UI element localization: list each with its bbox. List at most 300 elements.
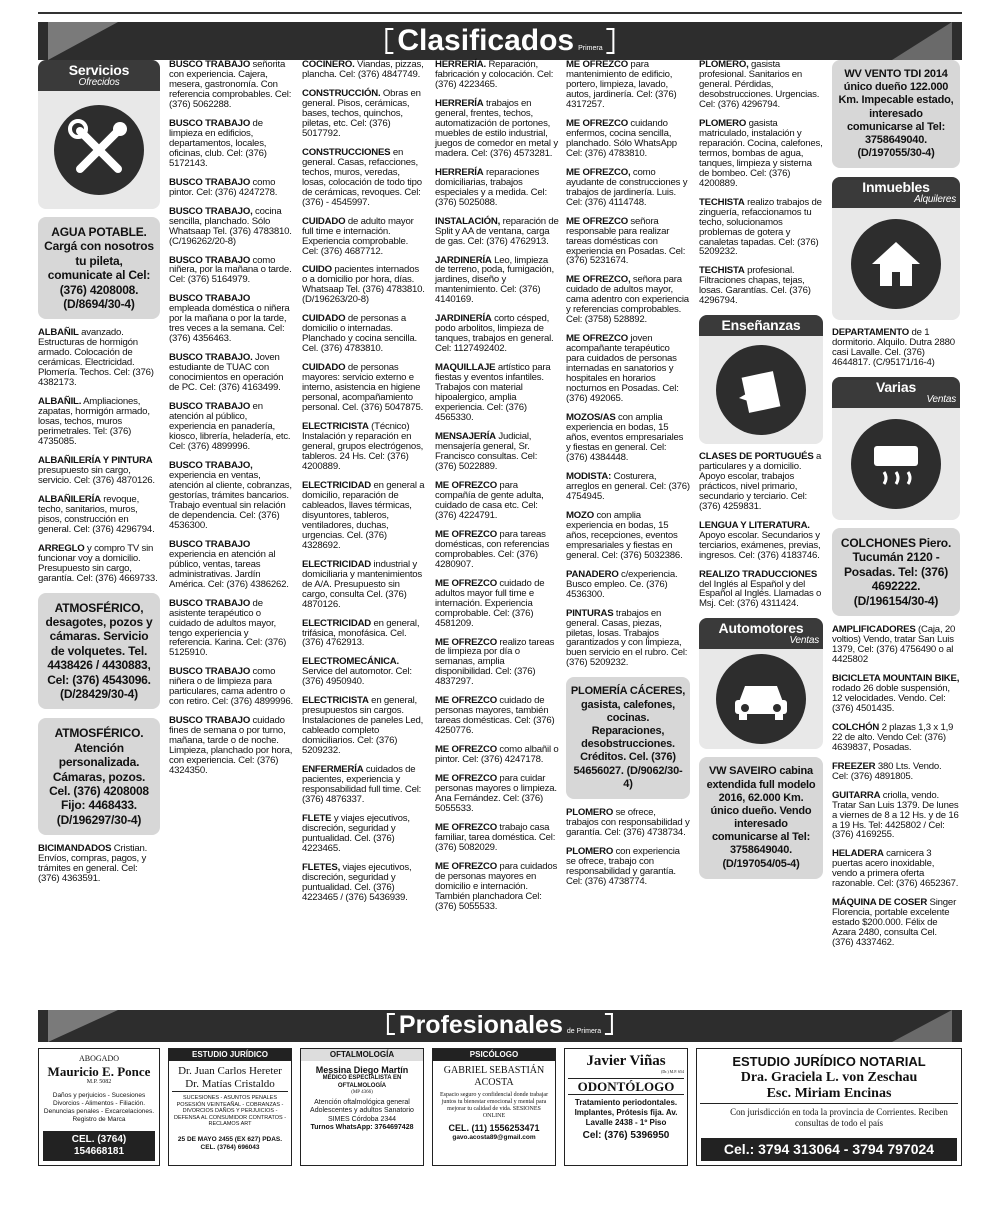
ad-text: c/experiencia. Busco empleo. Ce. (376) 4536300. (566, 568, 678, 600)
classified-ad (435, 530, 559, 570)
classified-ad (38, 844, 160, 884)
ad-keyword: REALIZO TRADUCCIONES (699, 568, 818, 580)
tools-icon (54, 105, 144, 195)
ad-text: como niñera o de limpieza para particulares, cama adentro o con retiro. Cel: (376) 4899996. (169, 666, 293, 708)
ad-keyword: BUSCO TRABAJO (169, 176, 251, 188)
ad-keyword: ME OFREZCO (435, 773, 497, 785)
section-varias (832, 377, 960, 520)
section-subtitle: Ofrecidos (78, 76, 120, 88)
ad-keyword: FLETE (302, 813, 332, 825)
classified-ad (435, 696, 559, 736)
classified-ad (566, 334, 690, 404)
car-icon (716, 654, 806, 744)
section-subtitle: Ventas (789, 634, 819, 646)
ad-text: (Técnico) Instalación y reparación en general, grupos electrógenos, tableros. 24 Hs. Cel: (376) 4200889. (302, 421, 424, 472)
ad-text: de personas a domicilio o internadas. Planchado y cocina sencilla. Cel. (376) 4783810. (302, 313, 417, 355)
card-notarial (696, 1048, 962, 1166)
ad-text: señorita con experiencia. Cajera, mesera, gastronomía. Con referencia comprobables. Cel: (376) 5062288. (169, 59, 292, 110)
ad-keyword: AMPLIFICADORES (832, 624, 916, 636)
classified-ad (302, 422, 426, 472)
ad-text: presupuesto sin cargo, servicio. Cel: (376) 4870126. (38, 464, 155, 486)
classified-ad (435, 745, 559, 765)
ad-keyword: ME OFREZCO (435, 695, 497, 707)
classified-ad (566, 570, 690, 600)
section-title: Enseñanzas (721, 317, 801, 334)
ad-text: reparación de Split y AA de ventana, carga de gas. Cel: (376) 4762913. (435, 215, 559, 247)
classified-ad (435, 314, 559, 354)
ad-keyword: BUSCO TRABAJO (169, 597, 251, 609)
classified-ad (435, 168, 559, 208)
ad-keyword: ME OFREZCO (435, 822, 497, 834)
ad-text: industrial y domiciliaria y mantenimientos de A/A. Presupuesto sin cargo, consulta Cel. (376) 4870126. (302, 558, 423, 610)
ad-text: en general a domicilio, reparación de cableados, llaves térmicas, disyuntores, tableros, ventiladores, duchas, urgencias. Cel. (376) 4328692. (302, 479, 425, 551)
ad-text: reparaciones domiciliarias, trabajos especiales y a medida. Cel: (376) 5025088. (435, 166, 547, 208)
ad-text: en general, presupuestos sin cargos. Instalaciones de paneles Led, cableado completo domiciliarios. Cel: (376) 5209232. (302, 695, 424, 757)
classified-ad (38, 397, 160, 447)
classified-ad (699, 452, 823, 512)
ad-text: experiencia en atención al público, ventas, tareas administrativas. Jardín América. Cel: (376) 4386262. (169, 548, 289, 590)
ad-keyword: TECHISTA (699, 265, 745, 277)
classified-ad (832, 898, 960, 948)
classified-ad (832, 674, 960, 714)
top-rule (38, 12, 962, 14)
ad-text: trabajo casa familiar, tarea doméstica. Cel: (376) 5082029. (435, 822, 556, 853)
card-name: Dr. Juan Carlos Hereter (178, 1064, 282, 1077)
ad-keyword: DEPARTAMENTO (832, 327, 910, 339)
ad-text: cocina sencilla, planchado. Sólo Whatsaap Tel. (376) 4783810. (C/196262/20-8) (169, 205, 292, 247)
classified-ad (435, 579, 559, 629)
card-name-2: Dr. Matías Cristaldo (172, 1078, 288, 1092)
ad-keyword: FREEZER (832, 760, 876, 772)
ad-keyword: PLOMERO (566, 806, 614, 818)
ad-keyword: ELECTRICISTA (302, 695, 369, 707)
ad-keyword: ME OFREZCO (566, 117, 628, 129)
classified-ad (832, 791, 960, 841)
ad-keyword: MENSAJERÍA (435, 431, 496, 443)
ad-keyword: ME OFREZCO (566, 215, 628, 227)
ad-text: de limpieza en edificios, departamentos, locales, oficinas, club. Cel: (376) 5172143. (169, 117, 267, 169)
ad-keyword: BUSCO TRABAJO, (169, 459, 253, 471)
ad-keyword: ME OFREZCO (435, 636, 497, 648)
card-body: Espacio seguro y confidencial donde trabajar juntos tu bienestar emocional y mental para mejorar tu calidad de vida. SESIONES ONLINE (439, 1091, 549, 1120)
clasificados-banner (38, 22, 962, 60)
classified-ad (169, 402, 293, 452)
classified-ad (38, 544, 160, 584)
ad-text: cuidado de adultos mayor full time e internación. Experiencia comprobable. Cel: (376) 4581209. (435, 577, 545, 629)
ad-box-vento: WV VENTO TDI 2014 único dueño 122.000 Km. Impecable estado, interesado comunicarse al Tel: 3758649040. (D/197055/30-4) (832, 60, 960, 168)
page-tag: Primera (578, 45, 603, 52)
profesionales-banner (38, 1010, 962, 1042)
ad-keyword: JARDINERÍA (435, 254, 492, 266)
classified-ad (832, 849, 960, 889)
ad-keyword: ELECTRICIDAD (302, 558, 372, 570)
classified-ad (435, 363, 559, 423)
ad-text: como ayudante de construcciones y trabajos de jardinería. Luis. Cel: (376) 4114748. (566, 166, 688, 208)
card-name-2: Esc. Miriam Encinas (700, 1086, 958, 1104)
card-body: SUCESIONES - ASUNTOS PENALES POSESIÓN VEINTEAÑAL - COBRANZAS - DIVORCIOS DAÑOS Y PERJUICIOS - DEFENSA AL CONSUMIDOR CONTRATOS - RECLAMOS ART (173, 1094, 287, 1128)
ad-keyword: TECHISTA (699, 196, 745, 208)
ad-keyword: BUSCO TRABAJO (169, 715, 251, 727)
ad-text: para compañía de gente adulta, cuidado de casa etc. Cel: (376) 4224791. (435, 479, 544, 521)
ad-text: empleada doméstica o niñera por la mañana o por la tarde, tres veces a la semana. Cel: (376) 4356463. (169, 303, 290, 345)
ad-keyword: ALBAÑILERÍA Y PINTURA (38, 454, 153, 466)
ad-text: trabajos en general. Casas, piezas, piletas, losas. Trabajos garantizados y con limpieza, buen servicio en el rubro. Cel: (376) 5209232. (566, 607, 688, 669)
ad-text: en general, trifásica, monofásica. Cel. (376) 4762913. (302, 617, 420, 649)
card-whatsapp: Turnos WhatsApp: 3764697428 (310, 1123, 414, 1131)
ad-keyword: ME OFREZCO (435, 528, 497, 540)
classified-ad (169, 540, 293, 590)
ad-text: criolla, vendo. Tratar San Luis 1379. De lunes a viernes de 8 a 12 Hs. y de 16 a 19 Hs. Tel: 4425802 / Cel: (376) 4169255. (832, 789, 959, 841)
card-address: 25 DE MAYO 2455 (EX 627) PDAS. CEL. (3764) 696043 (177, 1135, 283, 1151)
classified-ad (435, 481, 559, 521)
ad-box-plomeria: PLOMERÍA CÁCERES, gasista, calefones, cocinas. Reparaciones, desobstrucciones. Créditos. Cel. (376) 54656027. (D/9062/30-4) (566, 677, 690, 799)
classified-ad (38, 328, 160, 388)
ad-keyword: GUITARRA (832, 789, 881, 801)
card-name: Messina Diego Martín (315, 1064, 409, 1075)
card-specialty: MÉDICO ESPECIALISTA EN OFTALMOLOGÍA (322, 1075, 402, 1089)
classified-ad (302, 657, 426, 687)
classified-ad (169, 178, 293, 198)
ad-keyword: MOZOS/AS (566, 412, 616, 424)
classified-ad (302, 619, 426, 649)
ad-keyword: ME OFREZCO (435, 479, 497, 491)
ad-keyword: PANADERO (566, 568, 619, 580)
card-heading: ABOGADO (79, 1054, 119, 1063)
ad-text: Judicial, mensajería general, Sr. Francisco consultas. Cel: (376) 5022889. (435, 431, 538, 472)
ad-text: para cuidar personas mayores o limpieza. Ana Fernández. Cel: (376) 5055533. (435, 773, 557, 815)
card-title: ODONTÓLOGO (568, 1078, 684, 1096)
ad-text: Reparación, fabricación y colocación. Cel: (376) 4223465. (435, 59, 554, 90)
ad-keyword: COCINERO. (302, 59, 355, 70)
card-phone: Cel: (376) 5396950 (582, 1130, 670, 1142)
ad-text: gasista matriculado, instalación y reparación. Cocina, calefones, termos, bombas de agua, tanques, limpieza y sisterna de bombeo. Cel: (376) 4200889. (699, 117, 823, 189)
classified-ad (169, 461, 293, 531)
classified-ad (832, 625, 960, 665)
ad-text: cuidando enfermos, cocina sencilla, planchado. Sólo WhatsApp Cel: (376) 4783810. (566, 117, 677, 159)
ad-text: en general. Casas, refacciones, techos, muros, veredas, losas, colocación de todo tipo de cerámicas, revoques. Cel: (376) - 4545997. (302, 146, 422, 208)
ad-keyword: BUSCO TRABAJO (169, 666, 251, 678)
classified-ad (169, 599, 293, 659)
ad-keyword: ENFERMERÍA (302, 764, 364, 776)
ad-text: revoque, techo, sanitarios, muros, pisos, construcción en general. Cel: (376) 4296794. (38, 493, 155, 535)
column-4 (435, 60, 559, 921)
column-2 (169, 60, 293, 785)
ad-keyword: BUSCO TRABAJO, (169, 205, 253, 217)
classified-ad (699, 60, 823, 110)
section-subtitle: Alquileres (914, 193, 956, 205)
section-servicios (38, 60, 160, 209)
ad-keyword: CONSTRUCCIÓN. (302, 87, 381, 99)
ad-keyword: BUSCO TRABAJO (169, 538, 251, 550)
ad-text: con amplia experiencia en bodas, 15 años, recepciones, eventos empresariales y fiestas en general. Cel: (376) 5032386. (566, 509, 683, 561)
ad-text: Costurera, arreglos en general. Cel: (376) 4754945. (566, 470, 690, 502)
classified-ad (699, 198, 823, 258)
card-phone: Cel.: 3794 313064 - 3794 797024 (701, 1138, 957, 1161)
classified-ad (699, 119, 823, 189)
classified-ad (435, 432, 559, 472)
section-title: Varias (875, 379, 917, 396)
ad-text: 380 Lts. Vendo. Cel: (376) 4891805. (832, 760, 942, 782)
ad-text: rodado 26 doble suspensión, 12 velocidades. Vendo. Cel: (376) 4501435. (832, 682, 950, 714)
ad-keyword: HELADERA (832, 848, 884, 860)
classified-ad (832, 762, 960, 782)
ad-keyword: ME OFREZCO (435, 744, 497, 756)
card-heading: ESTUDIO JURÍDICO NOTARIAL (732, 1054, 926, 1069)
card-body: Tratamiento periodontales. Implantes, Prótesis fija. Av. Lavalle 2438 - 1º Piso (574, 1098, 678, 1127)
card-phone: CEL. (11) 1556253471 (448, 1123, 540, 1134)
ad-keyword: INSTALACIÓN, (435, 215, 501, 227)
ad-text: Singer Florencia, portable excelente estado $200.000. Félix de Azara 2480, consulta Cel. (376) 4337462. (832, 897, 957, 949)
ad-keyword: ELECTRICIDAD (302, 617, 372, 629)
ad-text: para mantenimiento de edificio, portero, limpieza, lavado, autos, jardinería. Cel: (376) 4317257. (566, 59, 677, 110)
classified-ad (302, 89, 426, 139)
classified-ad (566, 472, 690, 502)
ad-text: se ofrece, trabajos con responsabilidad y garantía. Cel: (376) 4738734. (566, 806, 690, 838)
classified-ad (169, 119, 293, 169)
ad-text: Obras en general. Pisos, cerámicas, bases, techos, quinchos, piletas, etc. Cel: (376) 5017792. (302, 87, 421, 139)
classified-ad (302, 217, 426, 257)
classified-ad (302, 696, 426, 756)
ad-text: joven acompañante terapéutico para cuidados de personas internadas en sanatorios y hospitales en horarios nocturnos en Posadas. Cel: (376) 492065. (566, 333, 679, 405)
ad-keyword: BUSCO TRABAJO (169, 59, 251, 70)
ad-keyword: BUSCO TRABAJO (169, 254, 251, 266)
ad-text: como pintor. Cel: (376) 4247278. (169, 176, 278, 198)
ad-text: realizo trabajos de zinguería, refaccionamos tu techo, solucionamos problemas de gotera y canaletas tapadas. Cel: (376) 5209232. (699, 196, 822, 258)
column-3 (302, 60, 426, 912)
section-title: Servicios (68, 62, 130, 78)
card-heading: OFTALMOLOGÍA (301, 1049, 423, 1061)
ad-keyword: BICICLETA MOUNTAIN BIKE, (832, 672, 960, 684)
ad-text: Service del automotor. Cel: (376) 4950940. (302, 666, 412, 688)
ad-keyword: ME OFREZCO (566, 59, 628, 70)
section-inmuebles (832, 177, 960, 320)
ad-keyword: ALBAÑIL (38, 327, 79, 339)
ad-text: de adulto mayor full time e internación. Experiencia comprobable. Cel: (376) 4687712. (302, 215, 414, 257)
section-ensenanzas (699, 315, 823, 444)
card-body: Daños y perjuicios - Sucesiones Divorcios - Alimentos - Filiación. Denuncias penales - Excarcelaciones. Registro de Marca (43, 1092, 155, 1123)
ad-text: viajes ejecutivos, discreción, seguridad y puntualidad. Cel. (376) 4223465 / (376) 5436939. (302, 861, 412, 903)
card-name: Mauricio E. Ponce (47, 1063, 151, 1079)
ad-text: cuidados de pacientes, experiencia y responsabilidad full time. Cel: (376) 4876337. (302, 764, 422, 806)
ad-keyword: ME OFREZCO (435, 860, 497, 872)
card-heading: ESTUDIO JURÍDICO (169, 1049, 291, 1061)
ad-keyword: BUSCO TRABAJO (169, 293, 251, 305)
ad-keyword: MOZO (566, 509, 594, 521)
classified-ad (566, 609, 690, 669)
ad-text: Cristian. Envíos, compras, pagos, y trámites en general. Cel: (376) 4363591. (38, 843, 148, 884)
ad-text: Viandas, pizzas, plancha. Cel: (376) 4847749. (302, 59, 424, 80)
classified-ad (435, 862, 559, 912)
ad-text: de 1 dormitorio. Alquilo. Dutra 2880 casi Lavalle. Cel. (376) 4644817. (C/95171/16-4) (832, 327, 955, 369)
ad-text: a particulares y a domicilio. Apoyo escolar, trabajos prácticos, nivel primario, secundario y terciario. Cel: (376) 4259831. (699, 450, 822, 512)
card-phone: CEL. (3764) 154668181 (43, 1131, 155, 1161)
card-email: gavo.acosta89@gmail.com (452, 1134, 536, 1142)
classified-ad (566, 413, 690, 463)
card-body: Atención oftalmológica general Adolescentes y adultos Sanatorio SIMES Córdoba 2344 (310, 1098, 414, 1123)
section-subtitle: Ventas (926, 393, 956, 405)
classified-ad (169, 207, 293, 247)
ad-text: (Caja, 20 voltios) Vendo, tratar San Luis 1379, Cel: (376) 4756490 o al 4425802 (832, 624, 956, 665)
ad-text: para tareas domésticas, con referencias comprobables. Cel: (376) 4280907. (435, 528, 550, 570)
ad-text: corto césped, podo arbolitos, limpieza de tanques, trabajos en general. Cel: 1127492402. (435, 313, 554, 355)
classified-ad (169, 60, 293, 110)
ad-text: Ampliaciones, zapatas, hormigón armado, losas, techos, muros perimetrales. Tel: (376) 4735085. (38, 396, 150, 447)
ad-text: como niñera, por la mañana o tarde. Cel: (376) 5164979. (169, 254, 292, 286)
ad-keyword: PINTURAS (566, 607, 614, 619)
classified-ad (302, 314, 426, 354)
ad-text: del Inglés al Español y del Español al Inglés. Llamadas o Msj. Cel: (376) 4311424. (699, 578, 822, 610)
ad-keyword: CONSTRUCCIONES (302, 146, 391, 158)
card-mp: (Dr.) M.P. 654 (660, 1069, 684, 1074)
ad-keyword: COLCHÓN (832, 721, 880, 733)
classified-ad (302, 363, 426, 413)
ad-text: Leo, limpieza de terreno, poda, fumigación, jardines, diseño y mantenimiento. Cel: (376) 4140169. (435, 254, 554, 306)
classified-ad (302, 814, 426, 854)
ad-text: 2 plazas 1,3 x 1,9 22 de alto. Vendo Cel: (376) 4639837, Posadas. (832, 721, 954, 753)
classified-ad (566, 275, 690, 325)
ad-keyword: CUIDADO (302, 313, 346, 325)
ad-keyword: BICIMANDADOS (38, 843, 112, 855)
ad-box-atmosferico-2: ATMOSFÉRICO. Atención personalizada. Cámaras, pozos. Cel. (376) 4208008 Fijo: 4468433. (D/196297/30-4) (38, 718, 160, 835)
ad-keyword: PLOMERO, (699, 59, 749, 70)
ad-keyword: ME OFREZCO (566, 333, 628, 345)
classified-ad (435, 823, 559, 853)
ad-keyword: BUSCO TRABAJO (169, 401, 251, 413)
card-body: Con jurisdicción en toda la provincia de Corrientes. Reciben consultas de todo el país (730, 1107, 948, 1128)
ad-box-agua: AGUA POTABLE. Cargá con nosotros tu pileta, comunicate al Cel: (376) 4208008. (D/8694/30-4) (38, 217, 160, 319)
ad-text: cuidado de personas mayores, también tareas domésticas. Cel: (376) 4250776. (435, 695, 555, 737)
ad-keyword: ME OFREZCO, (566, 166, 631, 178)
ad-keyword: MÁQUINA DE COSER (832, 897, 928, 909)
ad-keyword: BUSCO TRABAJO (169, 117, 251, 129)
classified-ad (302, 265, 426, 305)
classified-ad (832, 723, 960, 753)
classified-ad (699, 521, 823, 561)
card-name: Dra. Graciela L. von Zeschau (740, 1069, 918, 1085)
ad-keyword: MODISTA: (566, 470, 612, 482)
ad-text: señora responsable para realizar tareas domésticas con experiencia en Posadas. Cel: (376) 5231674. (566, 215, 686, 267)
ad-keyword: ME OFREZCO (435, 577, 497, 589)
ad-text: para cuidados de personas mayores en domicilio e internación. También planchadora Cel: (376) 5055533. (435, 860, 558, 912)
classified-ad (566, 119, 690, 159)
classified-ad (566, 511, 690, 561)
section-title: Automotores (718, 620, 804, 637)
classified-ad (435, 256, 559, 306)
ad-text: gasista profesional. Sanitarios en general. Pérdidas, desobstrucciones. Urgencias. Cel: (376) 4296794. (699, 59, 820, 110)
card-name: GABRIEL SEBASTIÁN ACOSTA (443, 1064, 545, 1088)
ad-keyword: FLETES, (302, 861, 341, 873)
classified-ad (169, 256, 293, 286)
card-psicologo (432, 1048, 556, 1166)
card-mp: (MP 4366) (351, 1089, 373, 1095)
classified-ad (302, 560, 426, 610)
column-5 (566, 60, 690, 896)
classified-ad (566, 168, 690, 208)
card-name: Javier Viñas (586, 1053, 666, 1069)
ad-keyword: MAQUILLAJE (435, 362, 496, 374)
card-abogado (38, 1048, 160, 1166)
section-title: Inmuebles (862, 179, 930, 196)
ad-text: señora para cuidado de adultos mayor, cama adentro con experiencia y referencias comprobables. Cel: (3758) 528892. (566, 274, 689, 326)
ad-text: cuidado fines de semana o por turno, mañana, tarde o de noche. Limpieza, planchado por hora, con experiencia. Cel: (376) 4324350. (169, 715, 293, 777)
classified-ad (38, 456, 160, 486)
ad-keyword: HERRERÍA (435, 97, 484, 109)
ad-keyword: CUIDADO (302, 362, 346, 374)
ad-keyword: JARDINERÍA (435, 313, 492, 325)
classified-ad (302, 481, 426, 551)
classified-ad (169, 353, 293, 393)
page-title: Clasificados (397, 24, 575, 57)
ad-text: con experiencia se ofrece, trabajo con responsabilidad y garantía. Cel: (376) 4738774. (566, 845, 680, 887)
ad-text: de asistente terapéutico o cuidado de adultos mayor, tengo experiencia y referencia. Karina. Cel: (376) 5125910. (169, 597, 287, 659)
column-6 (699, 60, 823, 888)
card-mp: M.P. 5082 (86, 1079, 112, 1086)
ad-keyword: ELECTRICIDAD (302, 479, 372, 491)
ad-text: y viajes ejecutivos, discreción, seguridad y puntualidad. Cel. (376) 4223465. (302, 813, 410, 854)
card-oftalmologia (300, 1048, 424, 1166)
column-1 (38, 60, 160, 893)
card-estudio-juridico (168, 1048, 292, 1166)
ad-text: artístico para fiestas y eventos infantiles. Trabajos con material hipoalergico, amplia experiencia. Cel: (376) 4565330. (435, 362, 551, 424)
ad-keyword: ALBAÑIL. (38, 396, 82, 408)
ad-text: en atención al público, experiencia en panadería, kiosco, librería, heladería, etc. Cel: (376) 4899996. (169, 401, 291, 452)
professional-cards (38, 1048, 962, 1166)
ad-box-atmosferico-1: ATMOSFÉRICO, desagotes, pozos y cámaras. Servicio de volquetes. Tel. 4438426 / 4430883, Cel: (376) 4543096. (D/28429/30-4) (38, 593, 160, 710)
ad-keyword: PLOMERO (699, 117, 747, 129)
section-automotores (699, 618, 823, 749)
classified-ad (832, 328, 960, 368)
ad-text: de personas mayores: servicio externo e interno, asistencia en higiene personal, acompañamiento personal. Cel. (376) 5047875. (302, 362, 424, 414)
classified-ad (435, 217, 559, 247)
classified-ad (699, 266, 823, 306)
classified-ad (566, 217, 690, 267)
classified-ad (435, 638, 559, 688)
classified-ad (302, 863, 426, 903)
classified-ad (38, 495, 160, 535)
teaching-icon (716, 345, 806, 435)
ad-text: pacientes internados o a domicilio por hora, días. Whatsaap Tel. (376) 4783810. (D/196263/20-8) (302, 264, 425, 306)
ad-keyword: ME OFREZCO, (566, 274, 631, 286)
classified-ad (302, 60, 426, 80)
ad-keyword: CLASES DE PORTUGUÉS (699, 450, 814, 462)
ad-text: como albañil o pintor. Cel: (376) 4247178. (435, 744, 559, 766)
classified-ad (169, 667, 293, 707)
ad-keyword: CUIDO (302, 264, 332, 276)
ad-keyword: ELECTRICISTA (302, 421, 369, 433)
ad-keyword: ARREGLO (38, 542, 85, 554)
ad-text: experiencia en ventas, atención al cliente, cobranzas, gestorías, trámites bancarios. Trabajo eventual sin relación de dependencia. Cel: (376) 4536300. (169, 469, 292, 531)
classified-ad (169, 294, 293, 344)
ad-keyword: HERRERÍA. (435, 59, 486, 70)
ad-box-colchones: COLCHONES Piero. Tucumán 2120 - Posadas. Tel: (376) 4692222. (D/196154/30-4) (832, 528, 960, 616)
card-odontologo (564, 1048, 688, 1166)
classified-ad (302, 148, 426, 208)
ad-keyword: CUIDADO (302, 215, 346, 227)
classified-ad (699, 570, 823, 610)
ad-keyword: ELECTROMECÁNICA. (302, 656, 400, 668)
ad-keyword: BUSCO TRABAJO. (169, 352, 253, 364)
ad-keyword: LENGUA Y LITERATURA. (699, 519, 810, 531)
classified-ad (566, 847, 690, 887)
classified-ad (566, 808, 690, 838)
column-7 (832, 60, 960, 957)
ad-text: con amplia experiencia en bodas, 15 años, eventos empresariales y fiestas en general. Cel: (376) 4384448. (566, 412, 684, 463)
house-icon (851, 219, 941, 309)
ad-keyword: HERRERÍA (435, 166, 484, 178)
ad-box-saveiro: VW SAVEIRO cabina extendida full modelo 2016, 62.000 Km. único dueño. Vendo interesado comunicarse al Tel: 3758649040. (D/197054/05-4) (699, 757, 823, 879)
ad-text: Joven estudiante de TUAC con conocimientos en operación de PC. Cel: (376) 4163499. (169, 352, 284, 394)
ad-keyword: PLOMERO (566, 845, 614, 857)
